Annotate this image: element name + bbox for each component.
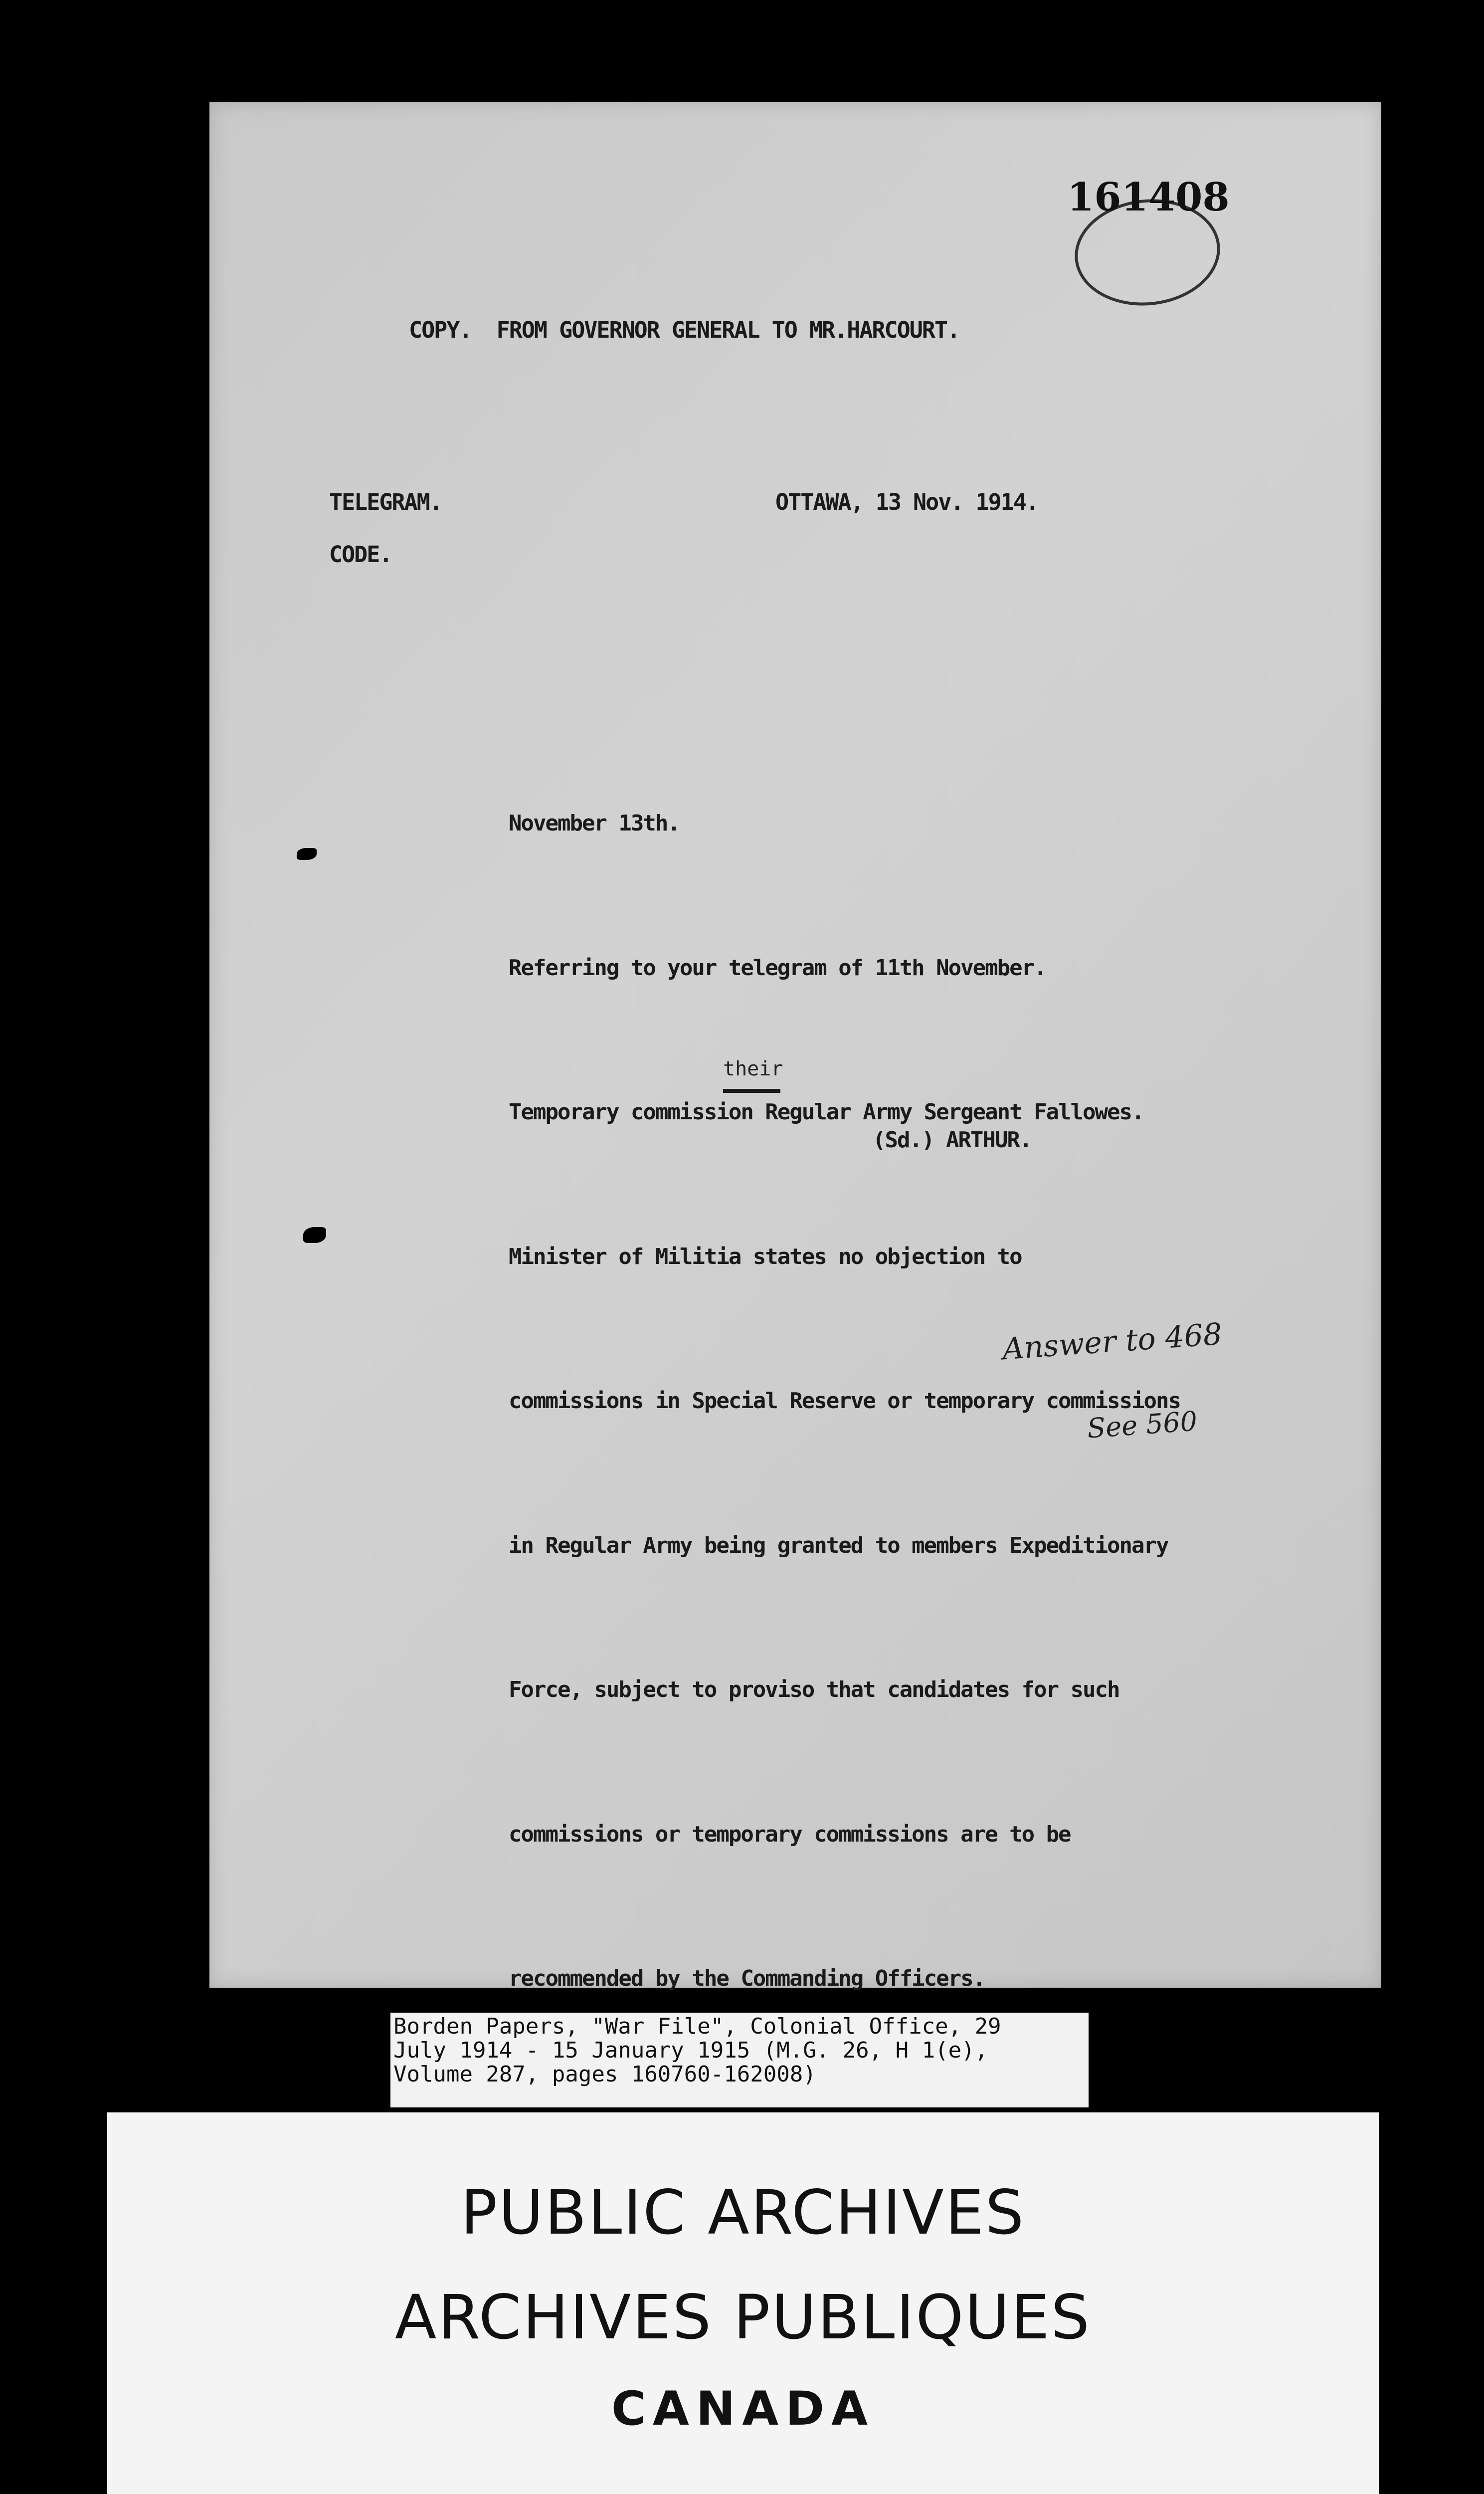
code-label: CODE. — [329, 541, 392, 568]
archive-label — [107, 2112, 1379, 2494]
citation-label — [390, 2013, 1089, 2107]
punch-hole-mark — [303, 1227, 326, 1243]
document-number: 161408 — [1067, 175, 1230, 220]
archive-label-line-english: PUBLIC ARCHIVES — [460, 2177, 1026, 2248]
telegram-body — [509, 703, 1180, 2099]
body-line: November 13th. — [509, 811, 680, 836]
body-line: Force, subject to proviso that candidates for such — [509, 1677, 1119, 1702]
strikethrough-mark — [723, 1089, 780, 1093]
body-line: Referring to your telegram of 11th November. — [509, 955, 1046, 981]
document-page — [209, 102, 1381, 1991]
archive-label-line-french: ARCHIVES PUBLIQUES — [394, 2282, 1092, 2353]
body-line: in Regular Army being granted to members Expeditionary — [509, 1532, 1168, 1558]
handwritten-note-see: See 560 — [1086, 1405, 1199, 1445]
archive-label-country: CANADA — [611, 2382, 875, 2436]
body-line: Temporary commission Regular Army Sergeant Fallowes. — [509, 1099, 1144, 1125]
punch-hole-mark — [297, 848, 317, 860]
handwritten-note-answer: Answer to 468 — [1001, 1316, 1224, 1367]
citation-line: Borden Papers, "War File", Colonial Office, 29 — [393, 2014, 1001, 2039]
body-line: commissions in Special Reserve or temporary commissions — [509, 1388, 1180, 1414]
body-line: recommended by the Commanding Officers. — [509, 1966, 985, 1991]
citation-line: Volume 287, pages 160760-162008) — [393, 2062, 816, 2087]
document-header: COPY. FROM GOVERNOR GENERAL TO MR.HARCOURT. — [409, 317, 960, 343]
signature: (Sd.) ARTHUR. — [873, 1127, 1032, 1153]
body-line: commissions or temporary commissions are to be — [509, 1821, 1071, 1847]
inserted-word: their — [723, 1057, 783, 1080]
body-line: Minister of Militia states no objection to — [509, 1244, 1022, 1269]
telegram-label: TELEGRAM. — [329, 489, 442, 515]
citation-line: July 1914 - 15 January 1915 (M.G. 26, H 1(e), — [393, 2038, 988, 2063]
date-line: OTTAWA, 13 Nov. 1914. — [775, 489, 1038, 515]
